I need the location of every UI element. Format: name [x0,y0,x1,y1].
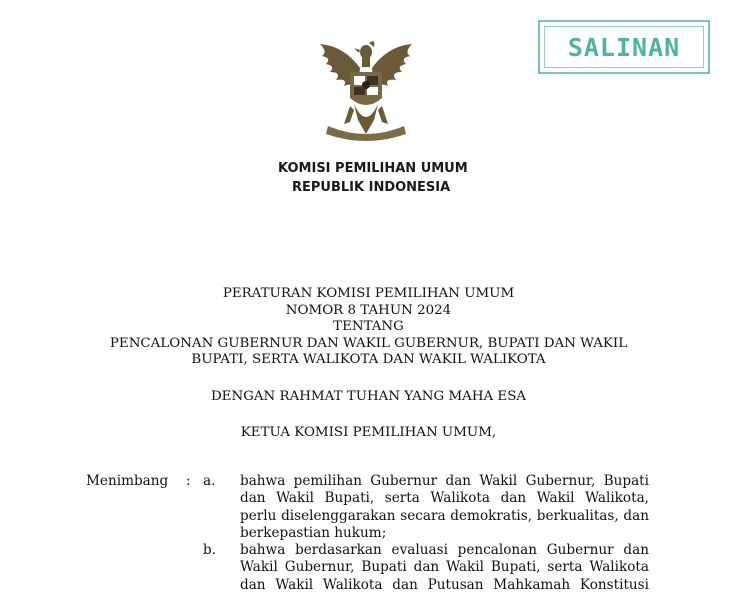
item-b-line: Wakil Gubernur, Bupati dan Wakil Bupati, serta Walikota [240,559,649,576]
item-a-line: berkepastian hukum; [240,524,387,541]
item-a-text [240,473,649,542]
title-line4: PENCALONAN GUBERNUR DAN WAKIL GUBERNUR, BUPATI DAN WAKIL [109,335,628,351]
title-line5: BUPATI, SERTA WALIKOTA DAN WAKIL WALIKOTA [191,352,546,368]
regulation-title [0,286,737,369]
item-a-line: perlu diselenggarakan secara demokratis, berkualitas, dan [240,507,649,524]
considering-colon: : [186,473,191,489]
item-b-line: dan Wakil Walikota dan Putusan Mahkamah Konstitusi [240,576,649,593]
title-line1: PERATURAN KOMISI PEMILIHAN UMUM [222,286,515,301]
item-a-line: dan Wakil Bupati, serta Walikota dan Wakil Walikota, [240,490,649,507]
salinan-stamp [538,20,710,74]
stamp-text: SALINAN [567,32,681,62]
title-line3: TENTANG [333,319,404,335]
item-b-line: bahwa berdasarkan evaluasi pencalonan Gubernur dan [240,542,649,558]
title-line2: NOMOR 8 TAHUN 2024 [285,302,452,318]
issuer: KETUA KOMISI PEMILIHAN UMUM, [240,425,497,440]
considering-label: Menimbang [86,473,169,489]
garuda-pancasila-emblem-icon [314,38,418,146]
item-a-line: bahwa pemilihan Gubernur dan Wakil Gubernur, Bupati [240,473,649,489]
agency-name-line2: REPUBLIK INDONESIA [292,180,451,195]
item-a-letter: a. [203,473,216,489]
invocation: DENGAN RAHMAT TUHAN YANG MAHA ESA [210,389,527,404]
item-b-text [240,542,649,594]
item-b-letter: b. [203,542,217,558]
agency-name [278,159,468,197]
agency-name-line1: KOMISI PEMILIHAN UMUM [278,161,468,176]
